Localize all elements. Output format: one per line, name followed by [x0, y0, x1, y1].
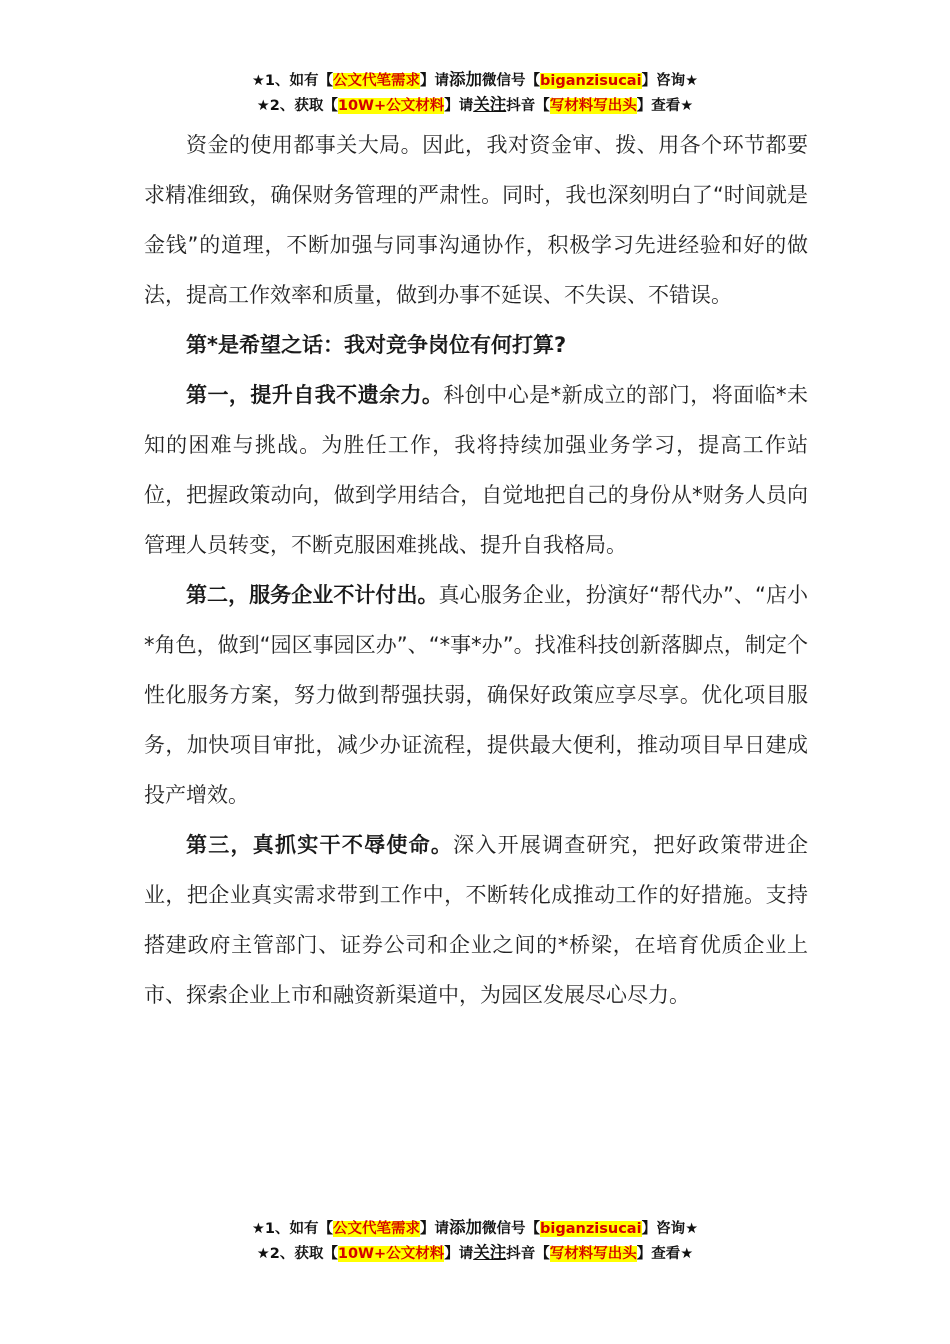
- promo-line-2: [0, 93, 950, 118]
- promo-text: 】请: [444, 1246, 474, 1262]
- promo-text: 】请: [420, 1221, 450, 1237]
- promo-highlight: 10W+公文材料: [337, 98, 445, 114]
- promo-text: 】请: [420, 73, 450, 89]
- promo-banner-bottom: [0, 1216, 950, 1266]
- promo-text: 抖音【: [506, 1246, 550, 1262]
- heading-text: 第*是希望之话：我对竞争岗位有何打算?: [186, 333, 567, 357]
- promo-highlight: 10W+公文材料: [337, 1246, 445, 1262]
- promo-highlight: 公文代笔需求: [333, 73, 421, 89]
- promo-text: 】咨询★: [641, 1221, 699, 1237]
- paragraph-text: 真心服务企业，扮演好“帮代办”、“店小*角色，做到“园区事园区办”、“*事*办”。找准科技创新落脚点，制定个性化服务方案，努力做到帮强扶弱，确保好政策应享尽享。优化项目服务，加快项目审批，减少办证流程，提供最大便利，推动项目早日建成投产增效。: [144, 583, 808, 807]
- paragraph: [144, 570, 808, 820]
- paragraph-text: 深入开展调查研究，把好政策带进企业，把企业真实需求带到工作中，不断转化成推动工作的好措施。支持搭建政府主管部门、证券公司和企业之间的*桥梁，在培育优质企业上市、探索企业上市和融资新渠道中，为园区发展尽心尽力。: [144, 833, 809, 1007]
- promo-text: 】查看★: [636, 98, 694, 114]
- wechat-id-highlight: biganzisucai: [540, 73, 642, 89]
- section-heading: [144, 320, 808, 370]
- promo-line-2: [0, 1241, 950, 1266]
- promo-text: 】请: [444, 98, 474, 114]
- douyin-highlight: 写材料写出头: [549, 98, 637, 114]
- paragraph-text: 科创中心是*新成立的部门，将面临*未知的困难与挑战。为胜任工作，我将持续加强业务学习，提高工作站位，把握政策动向，做到学用结合，自觉地把自己的身份从*财务人员向管理人员转变，不断克服困难挑战、提升自我格局。: [144, 383, 809, 557]
- promo-highlight: 公文代笔需求: [333, 1221, 421, 1237]
- promo-text: ★2、获取【: [256, 1246, 338, 1262]
- promo-emphasis: 添加: [449, 1218, 483, 1237]
- wechat-id-highlight: biganzisucai: [540, 1221, 642, 1237]
- promo-text: ★1、如有【: [251, 73, 334, 89]
- document-body: [144, 120, 808, 1020]
- paragraph: [144, 820, 808, 1020]
- promo-banner-top: [0, 68, 950, 118]
- paragraph-lead: 第三，真抓实干不辱使命。: [186, 833, 454, 857]
- promo-text: 微信号【: [482, 73, 541, 89]
- paragraph: [144, 370, 808, 570]
- promo-line-1: [0, 68, 950, 93]
- paragraph-lead: 第二，服务企业不计付出。: [186, 583, 439, 607]
- promo-line-1: [0, 1216, 950, 1241]
- paragraph-lead: 第一，提升自我不遗余力。: [186, 383, 444, 407]
- promo-emphasis: 添加: [449, 70, 483, 89]
- promo-text: 抖音【: [506, 98, 550, 114]
- promo-text: 微信号【: [482, 1221, 541, 1237]
- promo-emphasis: 关注: [473, 95, 507, 114]
- promo-emphasis: 关注: [473, 1243, 507, 1262]
- douyin-highlight: 写材料写出头: [549, 1246, 637, 1262]
- promo-text: ★2、获取【: [256, 98, 338, 114]
- promo-text: 】咨询★: [641, 73, 699, 89]
- paragraph: 资金的使用都事关大局。因此，我对资金审、拨、用各个环节都要求精准细致，确保财务管理的严肃性。同时，我也深刻明白了“时间就是金钱”的道理，不断加强与同事沟通协作，积极学习先进经验和好的做法，提高工作效率和质量，做到办事不延误、不失误、不错误。: [144, 133, 808, 307]
- promo-text: ★1、如有【: [251, 1221, 334, 1237]
- promo-text: 】查看★: [636, 1246, 694, 1262]
